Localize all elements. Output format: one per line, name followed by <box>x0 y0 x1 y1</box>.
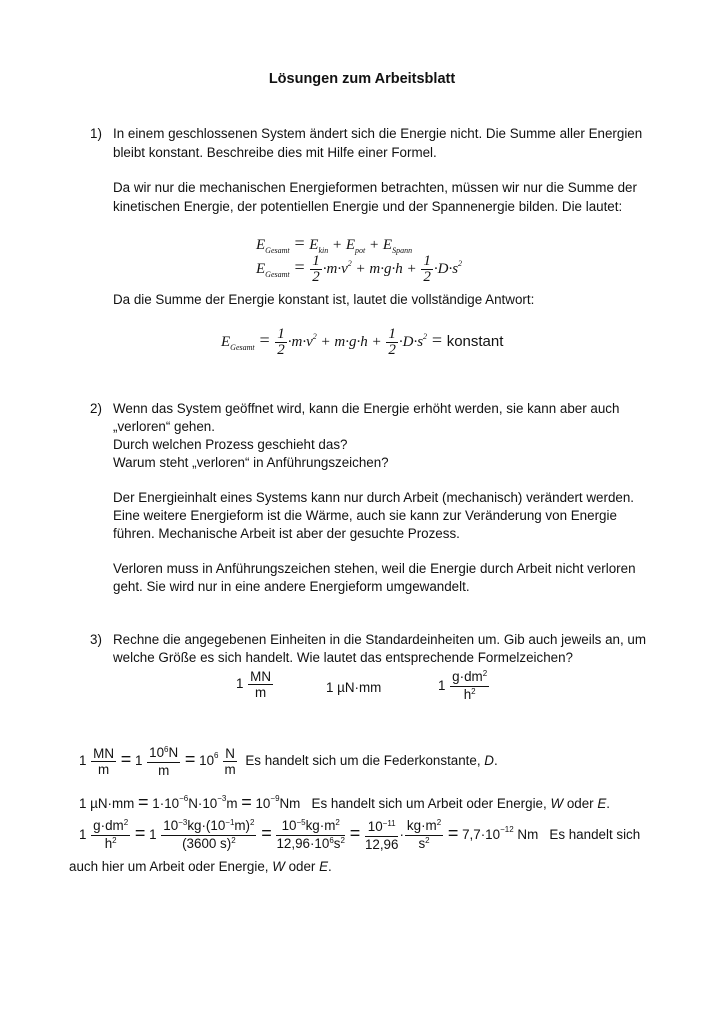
q2-answer1-line2: Eine weitere Energieform ist die Wärme, auch sie kann zur Veränderung von Energie <box>113 508 617 523</box>
page-title: Lösungen zum Arbeitsblatt <box>268 71 456 87</box>
q1-conclusion: Da die Summe der Energie konstant ist, lautet die vollständige Antwort: <box>113 292 535 307</box>
q1-answer-line2: kinetischen Energie, der potentiellen Energie und der Spannenergie bilden. Die lautet: <box>113 199 623 214</box>
symbol-e-2: E <box>319 859 329 874</box>
formula-energy-constant: $E_{Gesamt}$ = $\frac{1}{2}$ $\cdot m\cdot v^2 + m\cdot g\cdot h$ + $\frac{1}{2}$ $\cdot D\cdot s^2$ = konstant <box>221 326 504 358</box>
symbol-e: E <box>597 796 607 811</box>
q3-line2: welche Größe es sich handelt. Wie lautet das entsprechende Formelzeichen? <box>113 650 573 665</box>
unit-g-dm2-per-h2: 1 $\frac{g\cdot dm^2}{h^2}$ <box>438 669 488 702</box>
conversion-2: 1 $\mu N\cdot mm = 1\cdot 10^{-6}N\cdot 10^{-3}m = 10^{-9}Nm$ Es handelt sich um Arbeit oder Energie, W oder E. <box>79 792 611 812</box>
q2-answer2-line1: Verloren muss in Anführungszeichen stehen, weil die Energie durch Arbeit nicht verloren <box>113 561 636 576</box>
unit-un-mm: 1 µN·mm <box>326 680 382 695</box>
conversion-2-or: oder <box>563 796 598 811</box>
q2-answer1-line3: führen. Mechanische Arbeit ist aber der gesuchte Prozess. <box>113 526 460 541</box>
conversion-3-text: Es handelt sich <box>549 827 641 843</box>
q2-number: 2) <box>90 401 102 416</box>
q3-line1: Rechne die angegebenen Einheiten in die Standardeinheiten um. Gib auch jeweils an, um <box>113 632 647 647</box>
q1-answer-line1: Da wir nur die mechanischen Energieformen betrachten, müssen wir nur die Summe der <box>113 180 637 195</box>
unit-mn-per-m: 1 $\frac{MN}{m}$ <box>236 669 271 700</box>
symbol-w-2: W <box>272 859 285 874</box>
conversion-1: 1 $\frac{MN}{m}$ = 1 $\frac{10^6N}{m}$ = $10^6$ $\frac{N}{m}$ Es handelt sich um die Federkonstante, D. <box>79 745 498 778</box>
q2-answer2-line2: geht. Sie wird nur in eine andere Energieform umgewandelt. <box>113 579 470 594</box>
conversion-3: 1 $\frac{g\cdot dm^2}{h^2}$ = 1 $\frac{10^{-3}kg\cdot(10^{-1}m)^2}{(3600 s)^2}$ = $\frac{10^{-5}kg\cdot m^2}{12,96\cdot 10^6s^2}$ = $\frac{10^{-11}}{12,96}$ · $\frac{kg\cdot m^2}{s^2}$ = $7,7\cdot 10^{-12}$ Nm Es handelt sich <box>79 818 641 852</box>
q2-line3: Durch welchen Prozess geschieht das? <box>113 437 348 452</box>
conversion-3-or: oder <box>284 859 320 874</box>
symbol-w: W <box>550 796 564 811</box>
q2-line4: Warum steht „verloren“ in Anführungszeichen? <box>113 455 389 470</box>
conversion-2-text: Es handelt sich um Arbeit oder Energie, <box>311 796 551 811</box>
conversion-1-text: Es handelt sich um die Federkonstante, <box>245 753 485 769</box>
q1-number: 1) <box>90 126 102 141</box>
q3-number: 3) <box>90 632 102 647</box>
constant-word: konstant <box>446 332 504 350</box>
q1-question-line2: bleibt konstant. Beschreibe dies mit Hilfe einer Formel. <box>113 145 437 160</box>
q2-line1: Wenn das System geöffnet wird, kann die Energie erhöht werden, sie kann aber auch <box>113 401 620 416</box>
conversion-3-cont-text: auch hier um Arbeit oder Energie, <box>69 859 273 874</box>
q2-answer1-line1: Der Energieinhalt eines Systems kann nur durch Arbeit (mechanisch) verändert werden. <box>113 490 635 505</box>
conversion-3-continued: auch hier um Arbeit oder Energie, W oder E. <box>69 859 332 874</box>
formula-energy-expanded: $E_{Gesamt}$ = $\frac{1}{2}$ $\cdot m\cdot v^2 + m\cdot g\cdot h$ + $\frac{1}{2}$ $\cdot D\cdot s^2$ <box>256 253 463 285</box>
q1-question-line1: In einem geschlossenen System ändert sich die Energie nicht. Die Summe aller Energien <box>113 126 643 141</box>
symbol-d: D <box>484 753 494 769</box>
formula-energy-sum: $E_{Gesamt} = E_{kin} + E_{pot} + E_{Spann}$ <box>256 233 413 255</box>
q2-line2: „verloren“ gehen. <box>113 419 215 434</box>
